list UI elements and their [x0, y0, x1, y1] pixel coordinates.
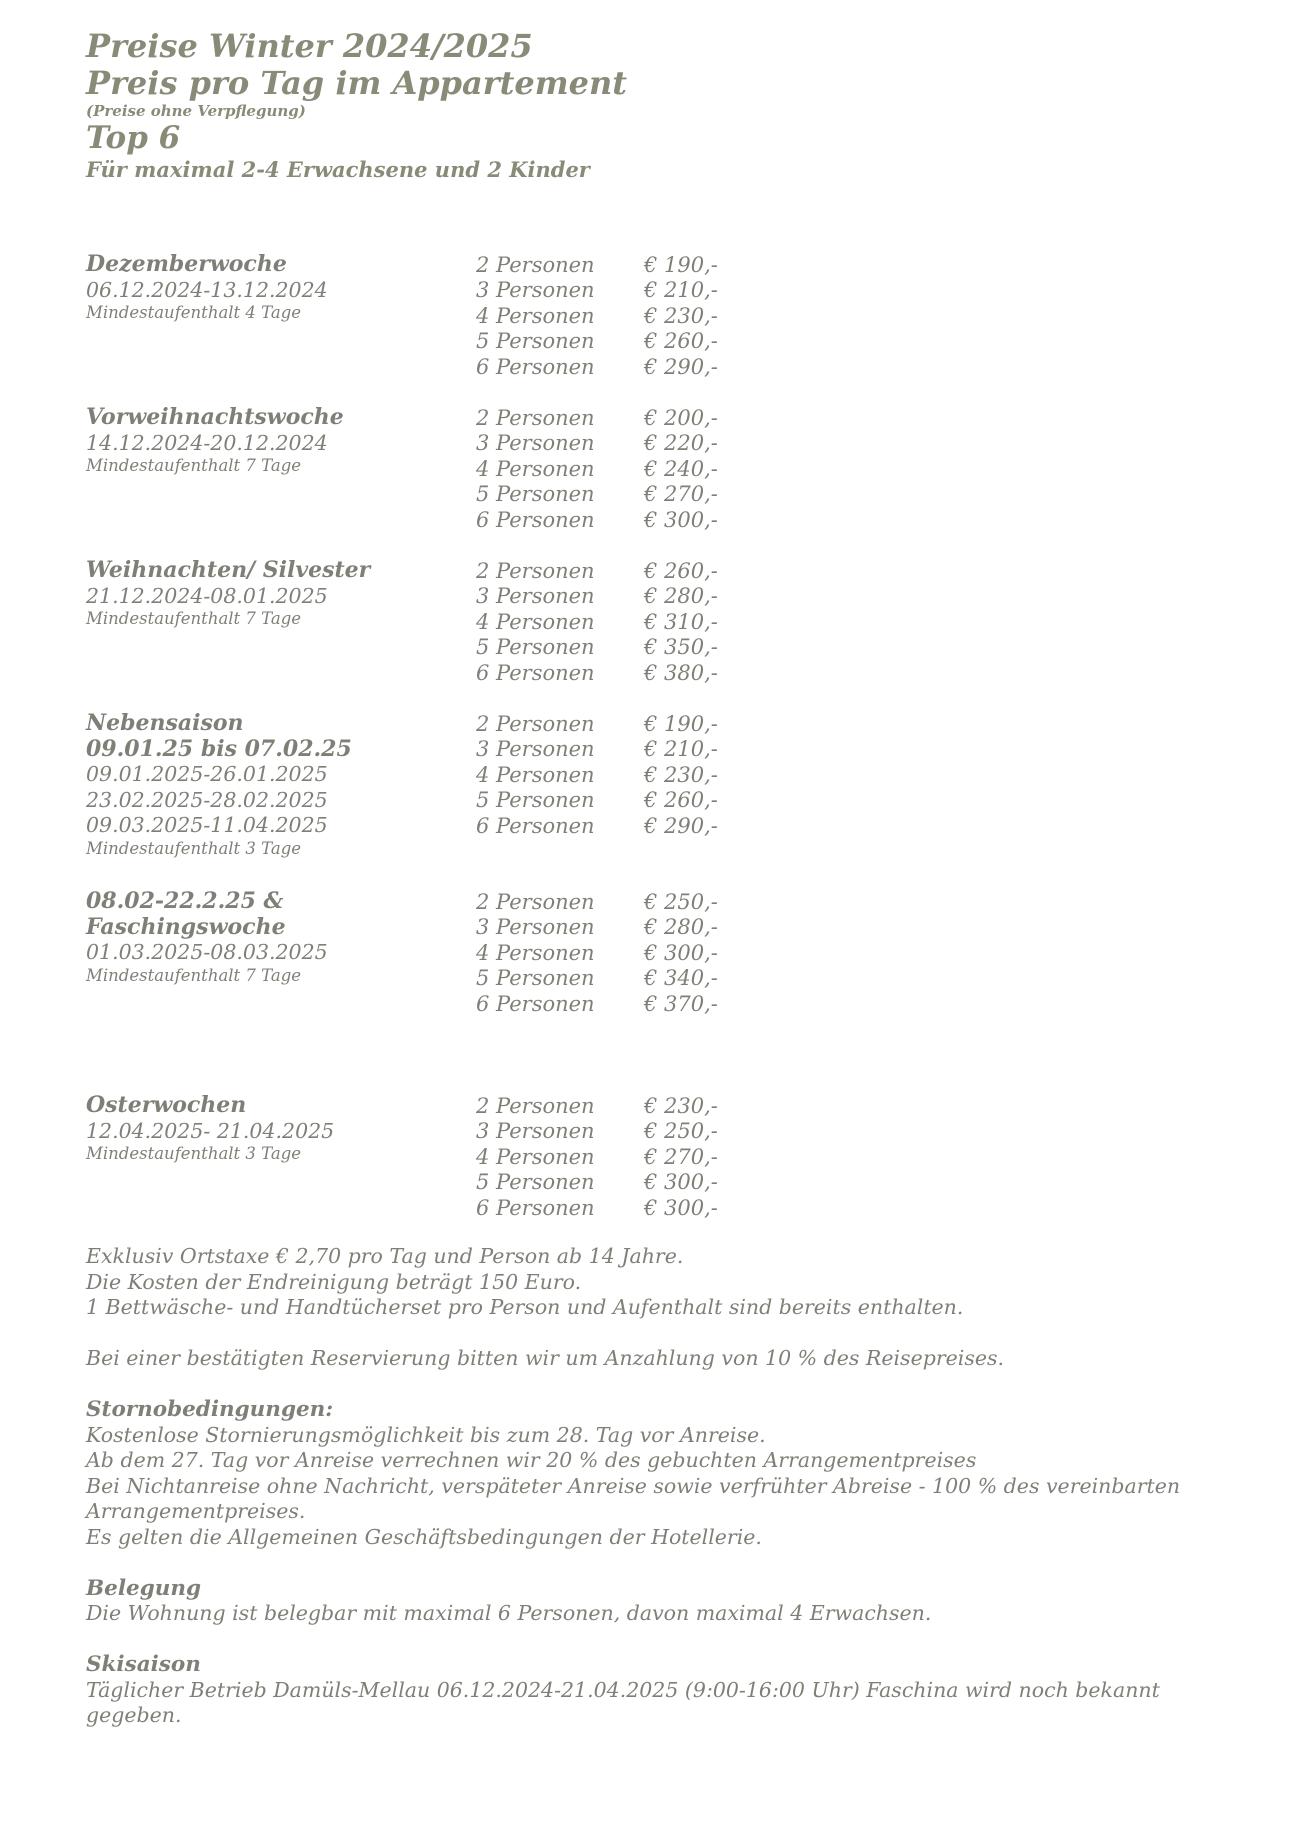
price-value: € 310,- — [644, 609, 718, 634]
minimum-stay: Mindestaufenthalt 3 Tage — [86, 1144, 302, 1163]
ski-season-heading: Skisaison — [86, 1652, 201, 1677]
season-info — [86, 558, 486, 629]
minimum-stay: Mindestaufenthalt 3 Tage — [86, 838, 302, 858]
price-value: € 290,- — [644, 813, 718, 838]
cancellation-line-3: Bei Nichtanreise ohne Nachricht, verspäteter Anreise sowie verfrühter Abreise - 100 % des vereinbarten Arrangementpreises. — [86, 1473, 1181, 1523]
season-title: 09.01.25 bis 07.02.25 — [86, 735, 352, 762]
season-title: Faschingswoche — [86, 913, 286, 940]
season-dates: 12.04.2025- 21.04.2025 — [86, 1118, 335, 1143]
price-value: € 370,- — [644, 991, 718, 1016]
price-row — [476, 482, 876, 508]
price-row — [476, 813, 876, 839]
persons-label: 6 Personen — [476, 354, 595, 379]
persons-label: 6 Personen — [476, 813, 595, 838]
persons-label: 4 Personen — [476, 456, 595, 481]
season-title: Nebensaison — [86, 710, 244, 736]
season-title: Osterwochen — [86, 1092, 247, 1118]
price-row — [476, 660, 876, 686]
price-row — [476, 329, 876, 355]
persons-label: 2 Personen — [476, 711, 595, 736]
minimum-stay: Mindestaufenthalt 7 Tage — [86, 609, 302, 628]
price-table — [476, 558, 876, 686]
price-row — [476, 584, 876, 610]
document-header — [86, 28, 627, 183]
price-value: € 300,- — [644, 940, 718, 965]
price-row — [476, 507, 876, 533]
persons-label: 2 Personen — [476, 1093, 595, 1118]
price-value: € 200,- — [644, 405, 718, 430]
price-value: € 280,- — [644, 584, 718, 609]
season-title: Dezemberwoche — [86, 251, 287, 277]
linen-note: 1 Bettwäsche- und Handtücherset pro Person und Aufenthalt sind bereits enthalten. — [86, 1295, 964, 1319]
persons-label: 5 Personen — [476, 1170, 595, 1195]
price-row — [476, 609, 876, 635]
persons-label: 4 Personen — [476, 609, 595, 634]
price-row — [476, 431, 876, 457]
price-table — [476, 889, 876, 1017]
price-table — [476, 711, 876, 839]
price-value: € 250,- — [644, 1119, 718, 1144]
persons-label: 5 Personen — [476, 482, 595, 507]
price-row — [476, 354, 876, 380]
price-table — [476, 252, 876, 380]
price-value: € 210,- — [644, 278, 718, 303]
price-value: € 240,- — [644, 456, 718, 481]
deposit-note: Bei einer bestätigten Reservierung bitten wir um Anzahlung von 10 % des Reisepreises. — [86, 1346, 1005, 1370]
minimum-stay: Mindestaufenthalt 7 Tage — [86, 456, 302, 475]
price-value: € 260,- — [644, 788, 718, 813]
price-value: € 340,- — [644, 966, 718, 991]
price-row — [476, 635, 876, 661]
price-row — [476, 558, 876, 584]
price-value: € 270,- — [644, 1144, 718, 1169]
price-value: € 270,- — [644, 482, 718, 507]
persons-label: 5 Personen — [476, 329, 595, 354]
cancellation-heading: Stornobedingungen: — [86, 1397, 334, 1422]
season-info — [86, 711, 486, 859]
price-value: € 300,- — [644, 1170, 718, 1195]
season-dates: 14.12.2024-20.12.2024 — [86, 430, 328, 455]
persons-label: 6 Personen — [476, 507, 595, 532]
persons-label: 2 Personen — [476, 252, 595, 277]
price-value: € 280,- — [644, 915, 718, 940]
price-row — [476, 940, 876, 966]
price-value: € 380,- — [644, 660, 718, 685]
price-row — [476, 711, 876, 737]
meal-note: (Preise ohne Verpflegung) — [86, 102, 306, 120]
price-value: € 230,- — [644, 1093, 718, 1118]
price-row — [476, 303, 876, 329]
season-title: 08.02-22.2.25 & — [86, 888, 284, 914]
minimum-stay: Mindestaufenthalt 7 Tage — [86, 965, 302, 985]
persons-label: 3 Personen — [476, 431, 595, 456]
persons-label: 5 Personen — [476, 966, 595, 991]
price-row — [476, 1170, 876, 1196]
price-value: € 190,- — [644, 711, 718, 736]
price-value: € 260,- — [644, 329, 718, 354]
price-table — [476, 1093, 876, 1221]
persons-label: 4 Personen — [476, 1144, 595, 1169]
persons-label: 3 Personen — [476, 584, 595, 609]
price-value: € 290,- — [644, 354, 718, 379]
price-row — [476, 405, 876, 431]
season-title: Weihnachten/ Silvester — [86, 557, 371, 583]
price-row — [476, 456, 876, 482]
price-row — [476, 252, 876, 278]
cancellation-line-4: Es gelten die Allgemeinen Geschäftsbedingungen der Hotellerie. — [86, 1524, 762, 1549]
page-title: Preise Winter 2024/2025 — [86, 27, 533, 65]
season-info — [86, 405, 486, 476]
minimum-stay: Mindestaufenthalt 4 Tage — [86, 303, 302, 322]
persons-label: 2 Personen — [476, 889, 595, 914]
price-table — [476, 405, 876, 533]
persons-label: 3 Personen — [476, 737, 595, 762]
price-value: € 350,- — [644, 635, 718, 660]
price-row — [476, 1119, 876, 1145]
price-value: € 190,- — [644, 252, 718, 277]
price-row — [476, 991, 876, 1017]
price-row — [476, 915, 876, 941]
capacity-text: Für maximal 2-4 Erwachsene und 2 Kinder — [86, 157, 590, 182]
persons-label: 3 Personen — [476, 915, 595, 940]
season-info — [86, 252, 486, 323]
price-row — [476, 278, 876, 304]
season-dates: 21.12.2024-08.01.2025 — [86, 583, 328, 608]
persons-label: 5 Personen — [476, 788, 595, 813]
price-value: € 230,- — [644, 303, 718, 328]
price-value: € 260,- — [644, 558, 718, 583]
season-info — [86, 1093, 486, 1164]
season-title: Vorweihnachtswoche — [86, 404, 344, 430]
season-dates: 09.01.2025-26.01.2025 — [86, 762, 328, 786]
page-subtitle: Preis pro Tag im Appartement — [86, 64, 628, 102]
season-info — [86, 889, 486, 986]
cancellation-line-1: Kostenlose Stornierungsmöglichkeit bis zum 28. Tag vor Anreise. — [86, 1422, 766, 1447]
price-value: € 210,- — [644, 737, 718, 762]
persons-label: 3 Personen — [476, 278, 595, 303]
price-value: € 230,- — [644, 762, 718, 787]
season-dates: 09.03.2025-11.04.2025 — [86, 813, 328, 837]
cancellation-line-2: Ab dem 27. Tag vor Anreise verrechnen wir 20 % des gebuchten Arrangementpreises — [86, 1448, 977, 1472]
persons-label: 5 Personen — [476, 635, 595, 660]
price-row — [476, 1144, 876, 1170]
price-value: € 300,- — [644, 507, 718, 532]
price-row — [476, 966, 876, 992]
persons-label: 2 Personen — [476, 558, 595, 583]
persons-label: 2 Personen — [476, 405, 595, 430]
price-row — [476, 1195, 876, 1221]
price-value: € 220,- — [644, 431, 718, 456]
occupancy-heading: Belegung — [86, 1575, 202, 1601]
ski-season-text: Täglicher Betrieb Damüls-Mellau 06.12.2024-21.04.2025 (9:00-16:00 Uhr) Faschina wird noch bekannt gegeben. — [86, 1677, 1160, 1727]
price-row — [476, 889, 876, 915]
persons-label: 4 Personen — [476, 762, 595, 787]
price-row — [476, 788, 876, 814]
persons-label: 6 Personen — [476, 991, 595, 1016]
season-dates: 06.12.2024-13.12.2024 — [86, 277, 328, 302]
persons-label: 6 Personen — [476, 660, 595, 685]
apartment-name: Top 6 — [86, 120, 181, 156]
price-row — [476, 762, 876, 788]
cleaning-note: Die Kosten der Endreinigung beträgt 150 Euro. — [86, 1269, 582, 1294]
persons-label: 6 Personen — [476, 1195, 595, 1220]
price-row — [476, 737, 876, 763]
price-value: € 300,- — [644, 1195, 718, 1220]
conditions-section — [86, 1244, 1236, 1729]
persons-label: 4 Personen — [476, 940, 595, 965]
price-value: € 250,- — [644, 889, 718, 914]
persons-label: 4 Personen — [476, 303, 595, 328]
price-row — [476, 1093, 876, 1119]
season-dates: 01.03.2025-08.03.2025 — [86, 940, 328, 964]
tax-note: Exklusiv Ortstaxe € 2,70 pro Tag und Person ab 14 Jahre. — [86, 1244, 684, 1268]
persons-label: 3 Personen — [476, 1119, 595, 1144]
occupancy-text: Die Wohnung ist belegbar mit maximal 6 Personen, davon maximal 4 Erwachsen. — [86, 1601, 932, 1625]
season-dates: 23.02.2025-28.02.2025 — [86, 787, 328, 812]
